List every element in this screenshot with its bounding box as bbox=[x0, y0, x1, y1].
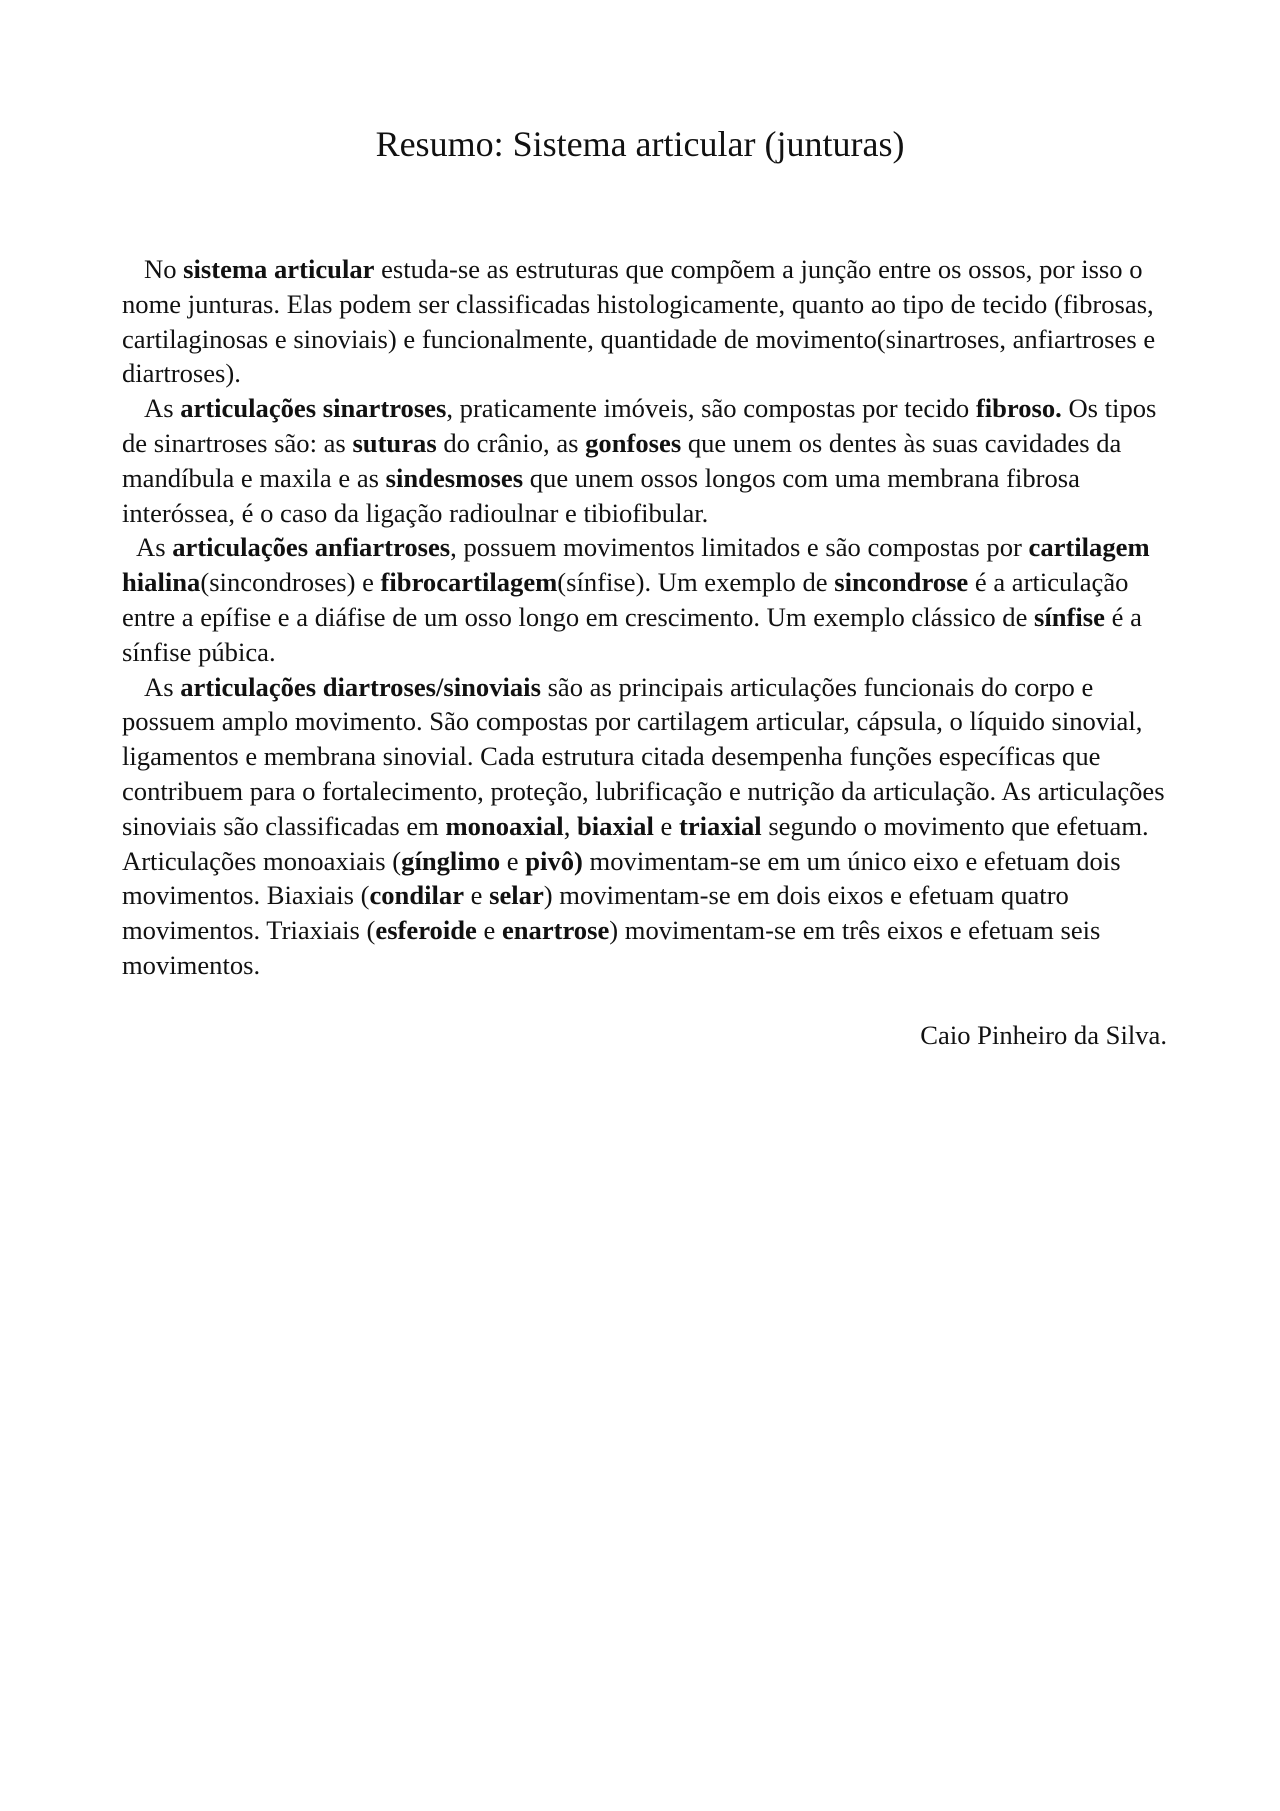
text-run: , bbox=[563, 810, 577, 841]
paragraph bbox=[122, 670, 1167, 983]
text-run: do crânio, as bbox=[436, 427, 586, 458]
bold-term: gínglimo bbox=[401, 845, 501, 876]
document-body bbox=[122, 252, 1167, 1052]
text-run: ) movimentam-se em dois eixos e efetuam quatro movimentos. Triaxiais ( bbox=[122, 880, 1069, 946]
paragraph bbox=[122, 530, 1167, 669]
text-run: As bbox=[144, 393, 181, 424]
bold-term: selar bbox=[489, 880, 544, 911]
bold-term: articulações anfiartroses bbox=[172, 532, 451, 563]
text-run: (sínfise). Um exemplo de bbox=[557, 567, 835, 598]
text-run: é a sínfise púbica. bbox=[122, 601, 1142, 667]
document-title: Resumo: Sistema articular (junturas) bbox=[375, 124, 905, 164]
bold-term: sistema articular bbox=[183, 254, 375, 284]
text-run: segundo o movimento que efetuam. Articulações monoaxiais ( bbox=[122, 810, 1149, 876]
bold-term: gonfoses bbox=[585, 427, 682, 458]
bold-term: sincondrose bbox=[834, 567, 969, 598]
text-run: que unem os dentes às suas cavidades da mandíbula e maxila e as bbox=[122, 427, 1122, 493]
bold-term: articulações sinartroses bbox=[180, 393, 447, 424]
bold-term: sínfise bbox=[1034, 601, 1105, 632]
text-run: são as principais articulações funcionais do corpo e possuem amplo movimento. São compostas por cartilagem articular, cápsula, o líquido sinovial, ligamentos e membrana sinovial. Cada estrutura citada desempenha funções específicas que contribuem para o fortalecimento, proteção, lubrificação e nutrição da articulação. As articulações sinoviais são classificadas em bbox=[122, 671, 1165, 841]
text-run: e bbox=[500, 845, 526, 876]
bold-term: fibrocartilagem bbox=[380, 567, 558, 598]
text-run: As bbox=[144, 671, 181, 702]
paragraph bbox=[122, 252, 1167, 391]
text-run: e bbox=[464, 880, 490, 911]
text-run: ) movimentam-se em três eixos e efetuam seis movimentos. bbox=[122, 915, 1101, 980]
paragraph bbox=[122, 391, 1167, 530]
bold-term: fibroso. bbox=[975, 393, 1062, 424]
bold-term: sindesmoses bbox=[385, 462, 524, 493]
bold-term: biaxial bbox=[577, 810, 654, 841]
text-run: , possuem movimentos limitados e são compostas por bbox=[450, 532, 1029, 563]
text-run: é a articulação entre a epífise e a diáfise de um osso longo em crescimento. Um exemplo clássico de bbox=[122, 567, 1129, 632]
text-run: , praticamente imóveis, são compostas por tecido bbox=[446, 393, 976, 424]
text-run: movimentam-se em um único eixo e efetuam dois movimentos. Biaxiais ( bbox=[122, 845, 1121, 911]
bold-term: articulações diartroses/sinoviais bbox=[180, 671, 541, 702]
text-run: estuda-se as estruturas que compõem a junção entre os ossos, por isso o nome junturas. Elas podem ser classificadas histologicamente, quanto ao tipo de tecido (fibrosas, cartilaginosas e sinoviais) e funcionalmente, quantidade de movimento(sinartroses, anfiartroses e diartroses). bbox=[122, 254, 1156, 389]
text-run: e bbox=[653, 810, 679, 841]
bold-term: suturas bbox=[352, 427, 437, 458]
bold-term: cartilagem hialina bbox=[122, 532, 1150, 598]
text-run: Os tipos de sinartroses são: as bbox=[122, 393, 1157, 458]
bold-term: pivô) bbox=[525, 845, 583, 876]
bold-term: triaxial bbox=[678, 810, 762, 841]
bold-term: esferoide bbox=[375, 915, 477, 946]
bold-term: enartrose bbox=[501, 915, 610, 946]
text-run: que unem ossos longos com uma membrana fibrosa interóssea, é o caso da ligação radioulnar e tibiofibular. bbox=[122, 462, 1080, 528]
text-run: As bbox=[136, 532, 173, 563]
bold-term: condilar bbox=[369, 880, 465, 911]
text-run: No bbox=[144, 254, 184, 284]
bold-term: monoaxial bbox=[445, 810, 564, 841]
text-run: e bbox=[476, 915, 502, 946]
signature: Caio Pinheiro da Silva. bbox=[920, 1019, 1167, 1050]
text-run: (sincondroses) e bbox=[200, 567, 381, 598]
